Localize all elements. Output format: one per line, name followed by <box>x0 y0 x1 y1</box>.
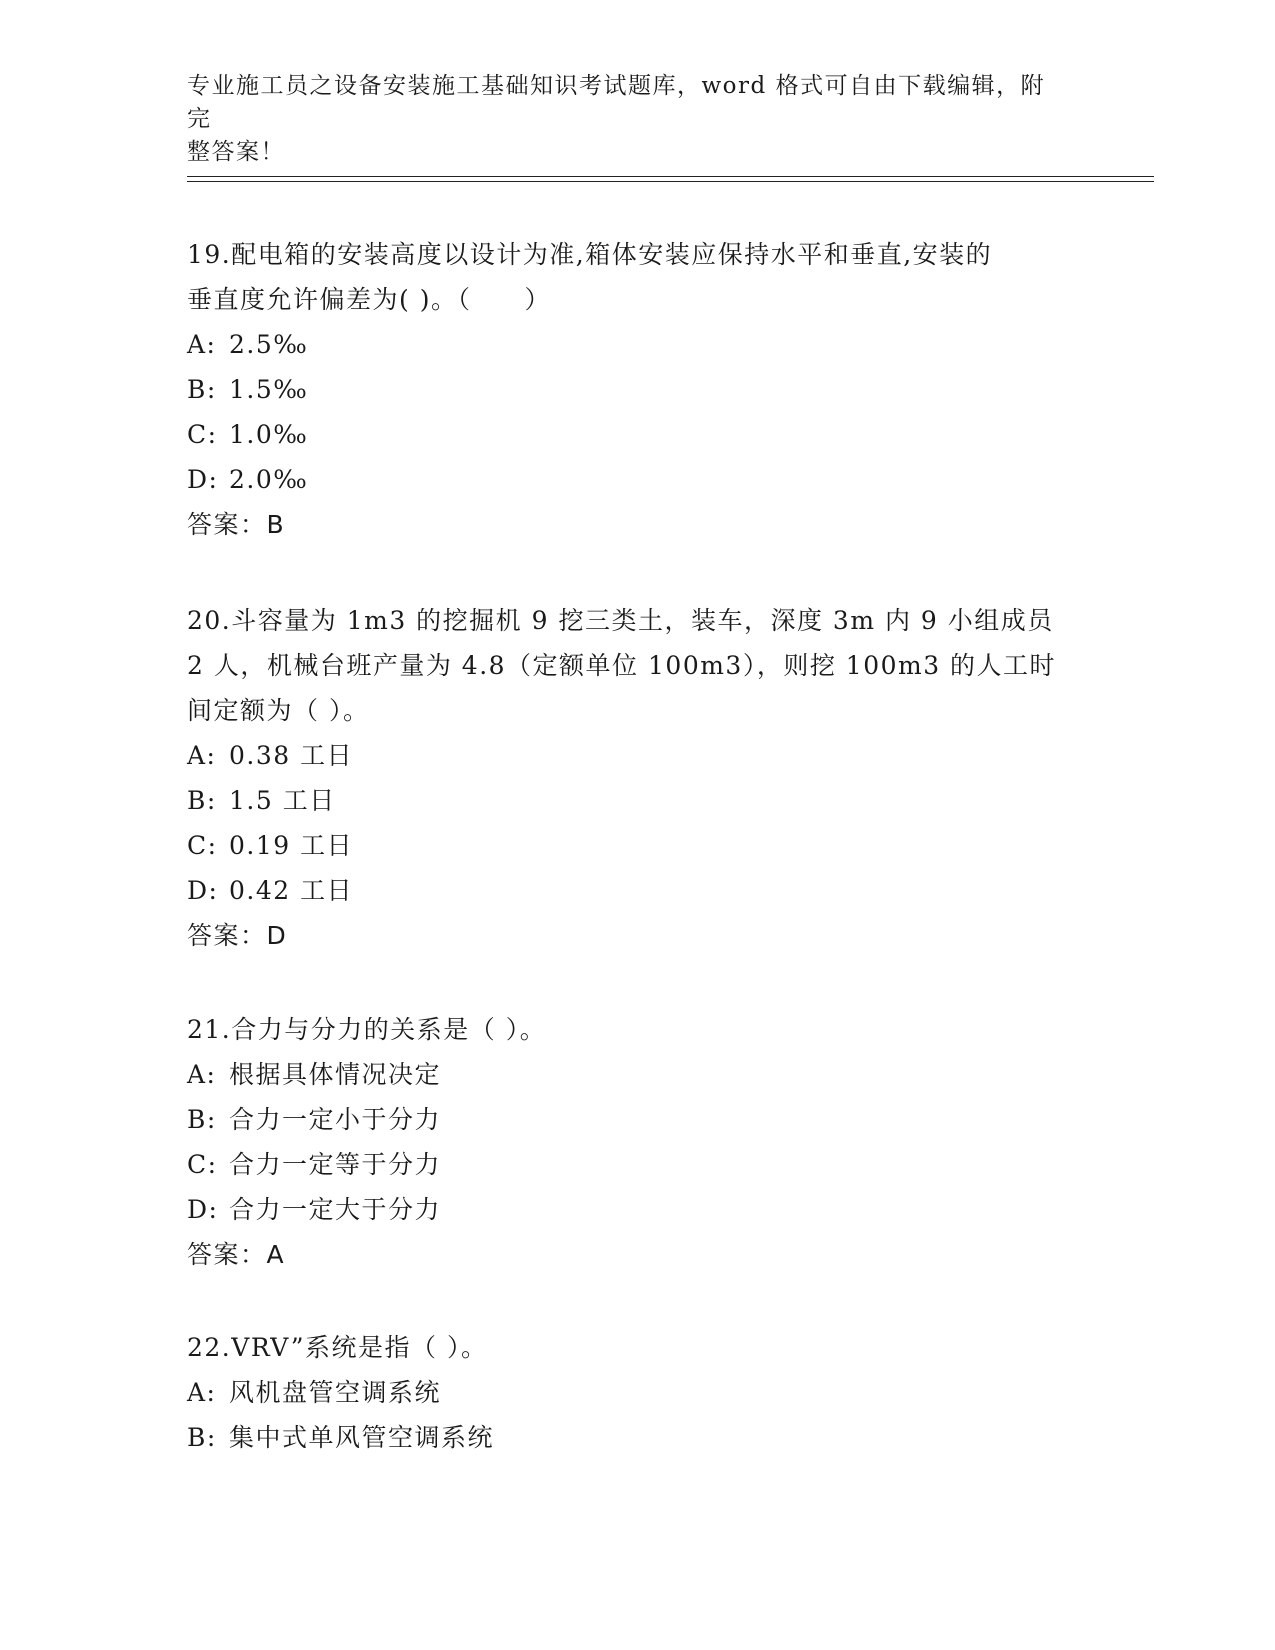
option-text: 2.0‰ <box>229 465 309 494</box>
option-letter: A: <box>187 330 217 359</box>
option-a <box>187 322 1087 367</box>
option-letter: A: <box>187 1378 217 1407</box>
question-19 <box>187 232 1087 547</box>
option-a <box>187 733 1087 778</box>
option-letter: A: <box>187 741 217 770</box>
option-text: 合力一定大于分力 <box>229 1195 442 1224</box>
option-letter: C: <box>187 1150 218 1179</box>
option-d <box>187 457 1087 502</box>
question-stem <box>187 598 1087 733</box>
option-b <box>187 367 1087 412</box>
option-text: 1.0‰ <box>229 420 309 449</box>
option-text: 1.5‰ <box>229 375 309 404</box>
option-text: 0.38 工日 <box>229 741 354 770</box>
option-a <box>187 1370 1087 1415</box>
option-text: 集中式单风管空调系统 <box>229 1423 495 1452</box>
option-c <box>187 1142 1087 1187</box>
answer-line: 答案：D <box>187 921 288 950</box>
option-text: 风机盘管空调系统 <box>229 1378 442 1407</box>
answer-line: 答案：A <box>187 1240 286 1269</box>
option-b <box>187 1415 1087 1460</box>
option-letter: D: <box>187 1195 219 1224</box>
question-21 <box>187 1007 1087 1277</box>
option-letter: D: <box>187 876 219 905</box>
option-text: 合力一定小于分力 <box>229 1105 442 1134</box>
stem-line: 间定额为（ ）。 <box>187 696 370 725</box>
option-letter: A: <box>187 1060 217 1089</box>
option-letter: B: <box>187 1105 217 1134</box>
question-22 <box>187 1325 1087 1460</box>
option-letter: C: <box>187 831 218 860</box>
question-20 <box>187 598 1087 958</box>
stem-line: 19.配电箱的安装高度以设计为准,箱体安装应保持水平和垂直,安装的 <box>187 240 993 269</box>
option-letter: B: <box>187 786 217 815</box>
option-text: 根据具体情况决定 <box>229 1060 442 1089</box>
option-letter: C: <box>187 420 218 449</box>
question-stem <box>187 1007 1087 1052</box>
stem-line: 垂直度允许偏差为( )。（ ） <box>187 285 551 314</box>
option-d <box>187 1187 1087 1232</box>
question-stem <box>187 1325 1087 1370</box>
stem-line: 2 人，机械台班产量为 4.8（定额单位 100m3），则挖 100m3 的人工时 <box>187 651 1057 680</box>
answer-line: 答案：B <box>187 510 286 539</box>
stem-line: 22.VRV”系统是指（ ）。 <box>187 1333 488 1362</box>
option-text: 1.5 工日 <box>229 786 336 815</box>
stem-line: 20.斗容量为 1m3 的挖掘机 9 挖三类土，装车，深度 3m 内 9 小组成员 <box>187 606 1054 635</box>
option-b <box>187 1097 1087 1142</box>
header-rule-bottom <box>187 181 1154 182</box>
document-header <box>187 70 1067 169</box>
option-text: 2.5‰ <box>229 330 309 359</box>
option-a <box>187 1052 1087 1097</box>
option-text: 0.42 工日 <box>229 876 354 905</box>
header-rule-top <box>187 176 1154 177</box>
option-letter: D: <box>187 465 219 494</box>
option-c <box>187 823 1087 868</box>
option-letter: B: <box>187 1423 217 1452</box>
option-b <box>187 778 1087 823</box>
question-stem <box>187 232 1087 322</box>
stem-line: 21.合力与分力的关系是（ ）。 <box>187 1015 547 1044</box>
header-line-2: 整答案！ <box>187 139 285 165</box>
option-letter: B: <box>187 375 217 404</box>
option-d <box>187 868 1087 913</box>
option-text: 0.19 工日 <box>229 831 354 860</box>
header-line-1: 专业施工员之设备安装施工基础知识考试题库，word 格式可自由下载编辑，附完 <box>187 73 1046 132</box>
option-c <box>187 412 1087 457</box>
option-text: 合力一定等于分力 <box>229 1150 442 1179</box>
